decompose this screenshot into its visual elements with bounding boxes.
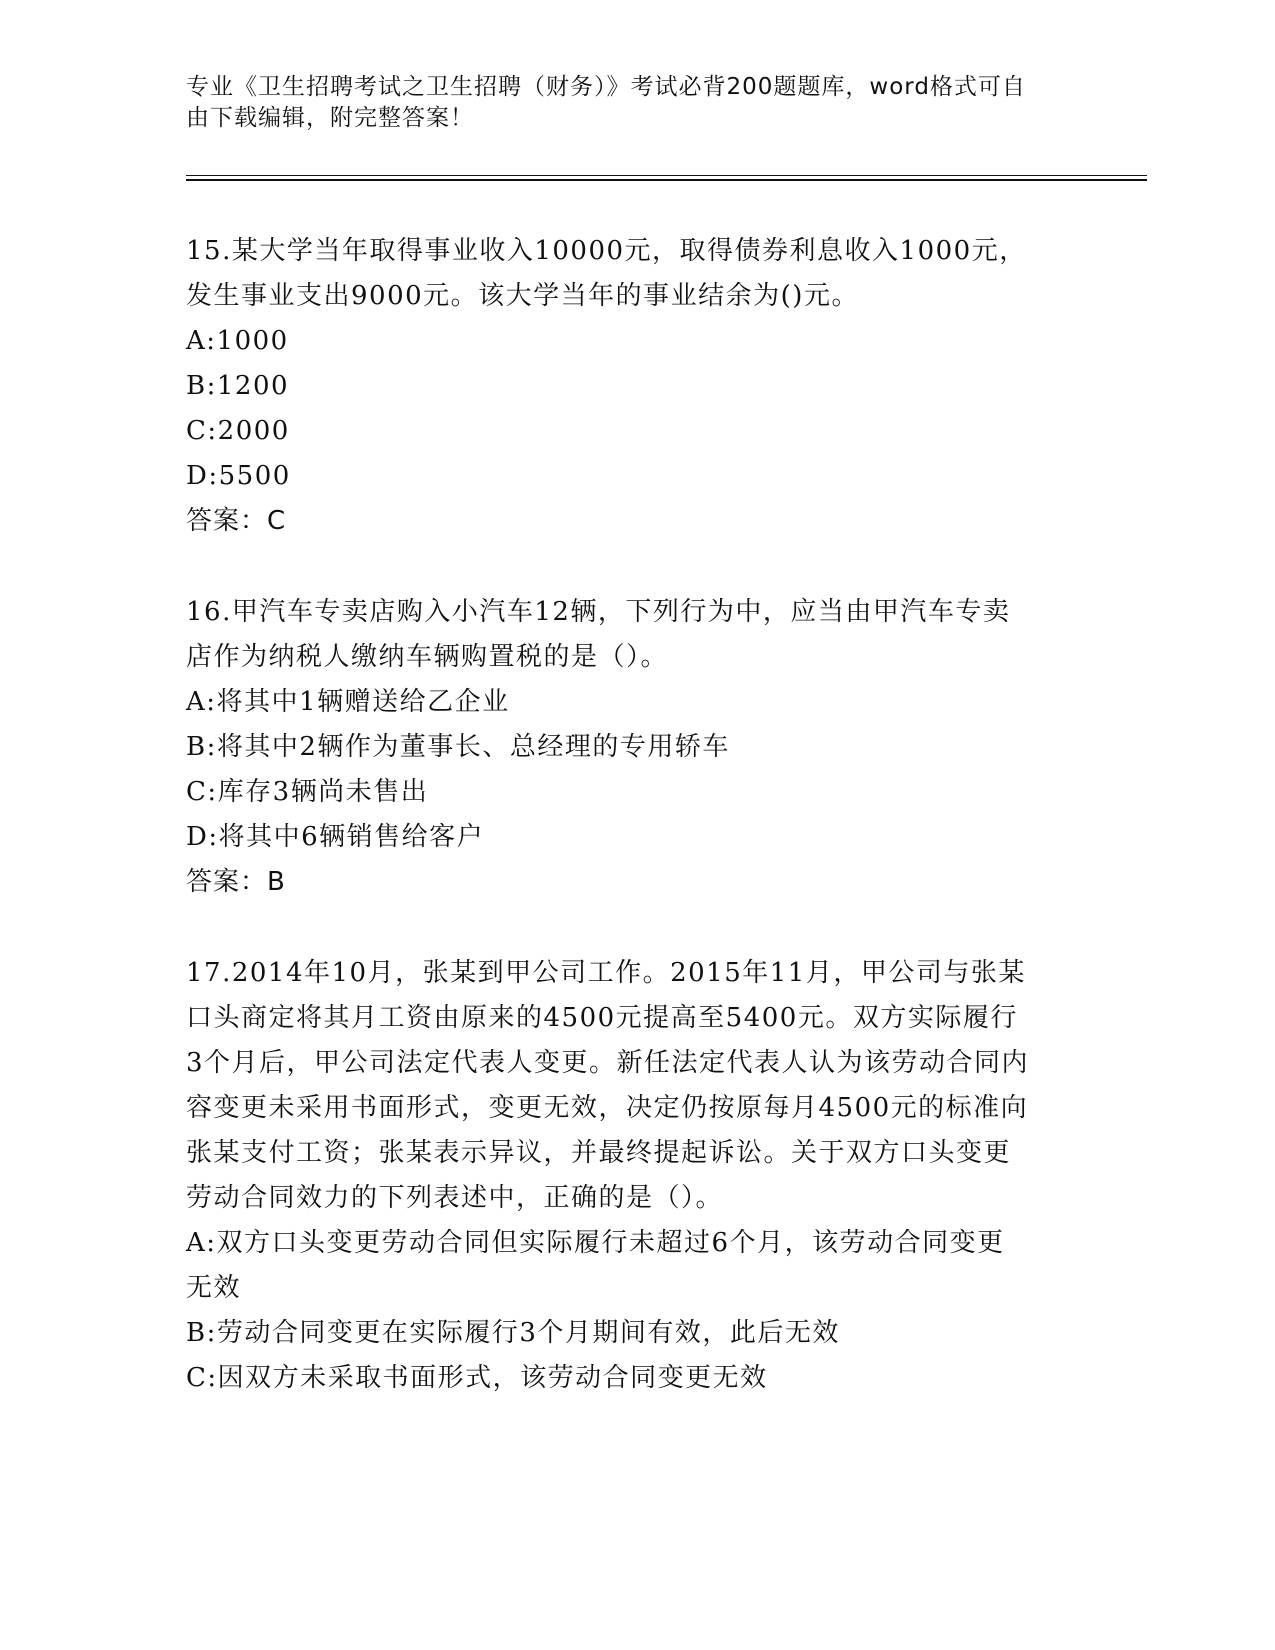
option-c: C:因双方未采取书面形式，该劳动合同变更无效 [186,1363,768,1393]
question-stem-line: 口头商定将其月工资由原来的4500元提高至5400元。双方实际履行 [186,1003,1018,1033]
question-stem-line: 17.2014年10月，张某到甲公司工作。2015年11月，甲公司与张某 [186,958,1026,988]
option-a: A:1000 [186,326,289,356]
question-17 [186,951,1086,1401]
option-a: A:双方口头变更劳动合同但实际履行未超过6个月，该劳动合同变更 [186,1228,1005,1258]
question-stem-line: 发生事业支出9000元。该大学当年的事业结余为()元。 [186,281,859,311]
option-c: C:库存3辆尚未售出 [186,777,429,807]
question-16 [186,590,1086,905]
header-line-2: 由下载编辑，附完整答案！ [186,105,474,131]
option-d: D:5500 [186,461,291,491]
header-line-1: 专业《卫生招聘考试之卫生招聘（财务）》考试必背200题题库，word格式可自 [186,74,1026,100]
option-b: B:1200 [186,371,290,401]
option-d: D:将其中6辆销售给客户 [186,822,485,852]
question-stem-line: 容变更未采用书面形式，变更无效，决定仍按原每月4500元的标准向 [186,1093,1029,1123]
question-stem-line: 15.某大学当年取得事业收入10000元，取得债券利息收入1000元， [186,236,1027,266]
option-b: B:将其中2辆作为董事长、总经理的专用轿车 [186,732,730,762]
question-stem-line: 张某支付工资；张某表示异议，并最终提起诉讼。关于双方口头变更 [186,1138,1012,1168]
question-stem-line: 店作为纳税人缴纳车辆购置税的是（）。 [186,642,669,672]
option-b: B:劳动合同变更在实际履行3个月期间有效，此后无效 [186,1318,840,1348]
document-header [186,72,1066,134]
question-stem-line: 16.甲汽车专卖店购入小汽车12辆，下列行为中，应当由甲汽车专卖 [186,597,1011,627]
question-stem-line: 劳动合同效力的下列表述中，正确的是（）。 [186,1183,724,1213]
header-divider-thick [186,179,1147,181]
header-divider-thin [186,175,1147,176]
question-15 [186,229,1086,544]
answer-line: 答案：C [186,506,287,536]
answer-line: 答案：B [186,867,286,897]
option-a-continued: 无效 [186,1273,242,1303]
option-c: C:2000 [186,416,290,446]
question-stem-line: 3个月后，甲公司法定代表人变更。新任法定代表人认为该劳动合同内 [186,1048,1030,1078]
option-a: A:将其中1辆赠送给乙企业 [186,687,510,717]
